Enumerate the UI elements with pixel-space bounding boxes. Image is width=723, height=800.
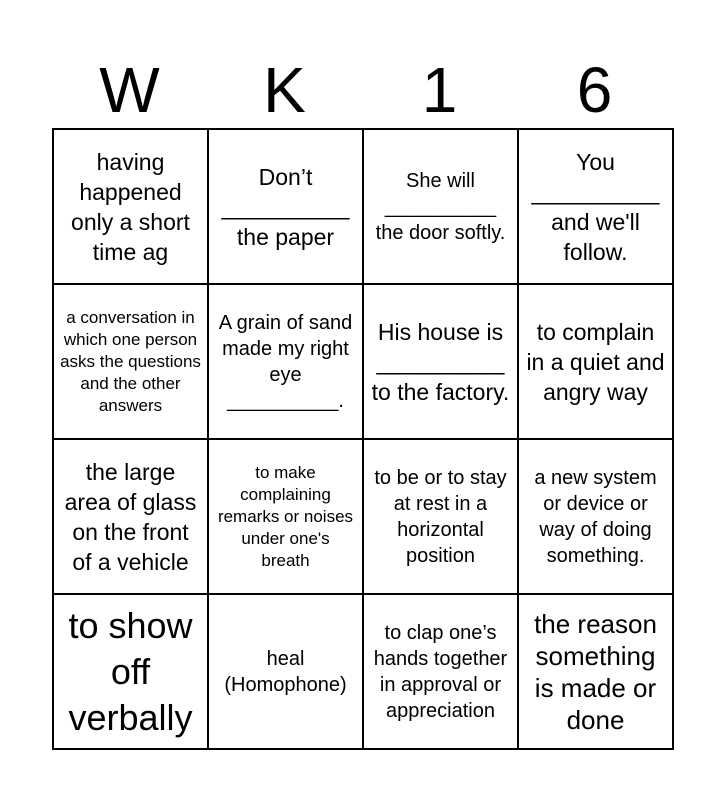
bingo-cell-r2c2[interactable]: A grain of sand made my right eye __________. xyxy=(208,284,363,439)
bingo-cell-r4c2[interactable]: heal (Homophone) xyxy=(208,594,363,749)
bingo-header xyxy=(52,52,672,128)
bingo-cell-r1c2[interactable]: Don’t __________ the paper xyxy=(208,129,363,284)
bingo-cell-r2c1[interactable]: a conversation in which one person asks the questions and the other answers xyxy=(53,284,208,439)
board-row-1 xyxy=(53,129,673,284)
bingo-board xyxy=(52,128,674,750)
bingo-cell-r2c4[interactable]: to complain in a quiet and angry way xyxy=(518,284,673,439)
bingo-cell-r3c2[interactable]: to make complaining remarks or noises under one's breath xyxy=(208,439,363,594)
bingo-cell-r4c4[interactable]: the reason something is made or done xyxy=(518,594,673,749)
header-letter-4: 6 xyxy=(576,54,613,126)
bingo-cell-r1c1[interactable]: having happened only a short time ag xyxy=(53,129,208,284)
board-row-4 xyxy=(53,594,673,749)
bingo-cell-r4c3[interactable]: to clap one’s hands together in approval or appreciation xyxy=(363,594,518,749)
bingo-cell-r3c4[interactable]: a new system or device or way of doing something. xyxy=(518,439,673,594)
bingo-cell-r1c4[interactable]: You __________ and we'll follow. xyxy=(518,129,673,284)
header-letter-2: K xyxy=(263,54,306,126)
bingo-cell-r2c3[interactable]: His house is __________ to the factory. xyxy=(363,284,518,439)
board-row-3 xyxy=(53,439,673,594)
header-letter-1: W xyxy=(99,54,160,126)
header-letter-3: 1 xyxy=(421,54,458,126)
board-row-2 xyxy=(53,284,673,439)
bingo-cell-r3c3[interactable]: to be or to stay at rest in a horizontal position xyxy=(363,439,518,594)
bingo-cell-r4c1[interactable]: to show off verbally xyxy=(53,594,208,749)
bingo-cell-r3c1[interactable]: the large area of glass on the front of a vehicle xyxy=(53,439,208,594)
bingo-cell-r1c3[interactable]: She will __________ the door softly. xyxy=(363,129,518,284)
